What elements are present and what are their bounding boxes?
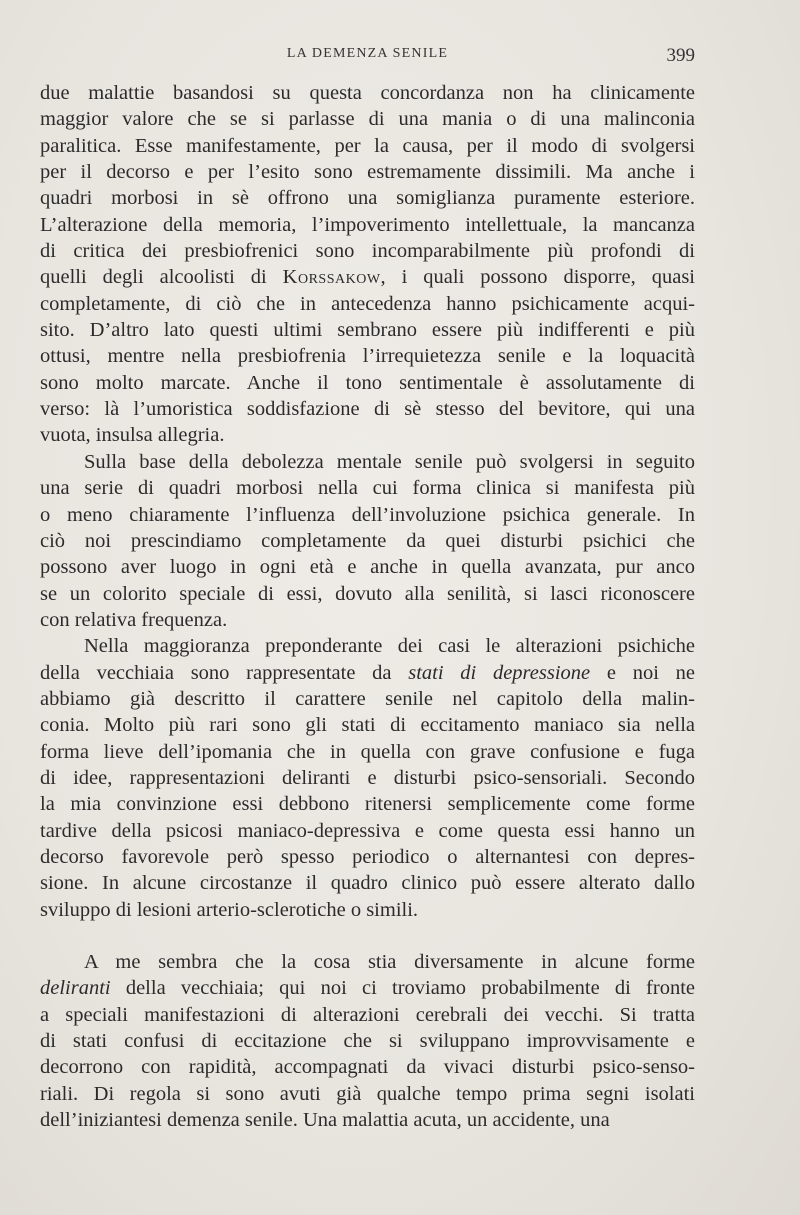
text-line: due malattie basandosi su questa concordanza non ha clinicamente <box>40 82 695 104</box>
text-line: di idee, rappresentazioni deliranti e disturbi psico-sensoriali. Secondo <box>40 766 695 789</box>
text-line: tardive della psicosi maniaco-depressiva e come questa essi hanno un <box>40 819 695 842</box>
page-header <box>40 46 695 70</box>
text-line: della vecchiaia sono rappresentate da stati di depressione e noi ne <box>40 661 695 684</box>
text-line: riali. Di regola si sono avuti già qualche tempo prima segni isolati <box>40 1082 695 1105</box>
text-line: sione. In alcune circostanze il quadro clinico può essere alterato dallo <box>40 872 695 895</box>
text-line: A me sembra che la cosa stia diversamente in alcune forme <box>84 951 695 973</box>
text-line: di critica dei presbiofrenici sono incomparabilmente più profondi di <box>40 240 695 263</box>
text-line: paralitica. Esse manifestamente, per la causa, per il modo di svolgersi <box>40 134 695 157</box>
text-line: o meno chiaramente l’influenza dell’involuzione psichica generale. In <box>40 503 695 526</box>
paragraph-gap <box>40 923 695 949</box>
italic-term: deliranti <box>40 977 111 1000</box>
text-line: possono aver luogo in ogni età e anche in quella avanzata, pur anco <box>40 556 695 579</box>
text-line: abbiamo già descritto il carattere senile nel capitolo della malin- <box>40 687 695 710</box>
text-line: dell’iniziantesi demenza senile. Una malattia acuta, un accidente, una <box>40 1109 610 1132</box>
text-line: verso: là l’umoristica soddisfazione di sè stesso del bevitore, qui una <box>40 398 695 421</box>
text-line: decorso favorevole però spesso periodico o alternantesi con depres- <box>40 845 695 868</box>
text-line: ottusi, mentre nella presbiofrenia l’irrequietezza senile e la loquacità <box>40 345 695 368</box>
text-line: ciò noi prescindiamo completamente da quei disturbi psichici che <box>40 529 695 552</box>
text-line: una serie di quadri morbosi nella cui forma clinica si manifesta più <box>40 477 695 500</box>
text-line: Sulla base della debolezza mentale senile può svolgersi in seguito <box>84 450 695 473</box>
paragraph-3 <box>40 633 695 923</box>
text-line: L’alterazione della memoria, l’impoverimento intellettuale, la mancanza <box>40 213 695 236</box>
text-line: se un colorito speciale di essi, dovuto alla senilità, si lasci riconoscere <box>40 582 695 605</box>
paragraph-1 <box>40 80 695 449</box>
page-number: 399 <box>666 45 695 66</box>
text-line: di stati confusi di eccitazione che si sviluppano improvvisamente e <box>40 1030 695 1053</box>
text-line: per il decorso e per l’esito sono estremamente dissimili. Ma anche i <box>40 161 695 184</box>
running-title: LA DEMENZA SENILE <box>286 46 449 61</box>
text-line: sviluppo di lesioni arterio-sclerotiche o simili. <box>40 898 419 921</box>
body-text <box>40 80 695 1133</box>
text-line: a speciali manifestazioni di alterazioni cerebrali dei vecchi. Si tratta <box>40 1003 695 1026</box>
text-line: quelli degli alcoolisti di Korssakow, i quali possono disporre, quasi <box>40 266 695 289</box>
text-line: conia. Molto più rari sono gli stati di eccitamento maniaco sia nella <box>40 714 695 737</box>
text-line: Nella maggioranza preponderante dei casi le alterazioni psichiche <box>84 635 695 658</box>
text-line: maggior valore che se si parlasse di una mania o di una malinconia <box>40 108 695 131</box>
text-line: completamente, di ciò che in antecedenza hanno psichicamente acqui- <box>40 292 695 315</box>
paragraph-2 <box>40 449 695 633</box>
text-line: la mia convinzione essi debbono ritenersi semplicemente come forme <box>40 793 695 816</box>
text-line: sono molto marcate. Anche il tono sentimentale è assolutamente di <box>40 371 695 394</box>
italic-term: stati di depressione <box>408 661 591 684</box>
paragraph-4 <box>40 949 695 1133</box>
author-name: Korssakow <box>282 266 381 289</box>
text-line: sito. D’altro lato questi ultimi sembrano essere più indifferenti e più <box>40 319 695 342</box>
text-line: vuota, insulsa allegria. <box>40 424 225 447</box>
text-line: con relativa frequenza. <box>40 608 228 631</box>
text-line: decorrono con rapidità, accompagnati da vivaci disturbi psico-senso- <box>40 1056 695 1079</box>
text-line: deliranti della vecchiaia; qui noi ci troviamo probabilmente di fronte <box>40 977 695 1000</box>
text-line: quadri morbosi in sè offrono una somiglianza puramente esteriore. <box>40 187 695 210</box>
text-line: forma lieve dell’ipomania che in quella con grave confusione e fuga <box>40 740 695 763</box>
